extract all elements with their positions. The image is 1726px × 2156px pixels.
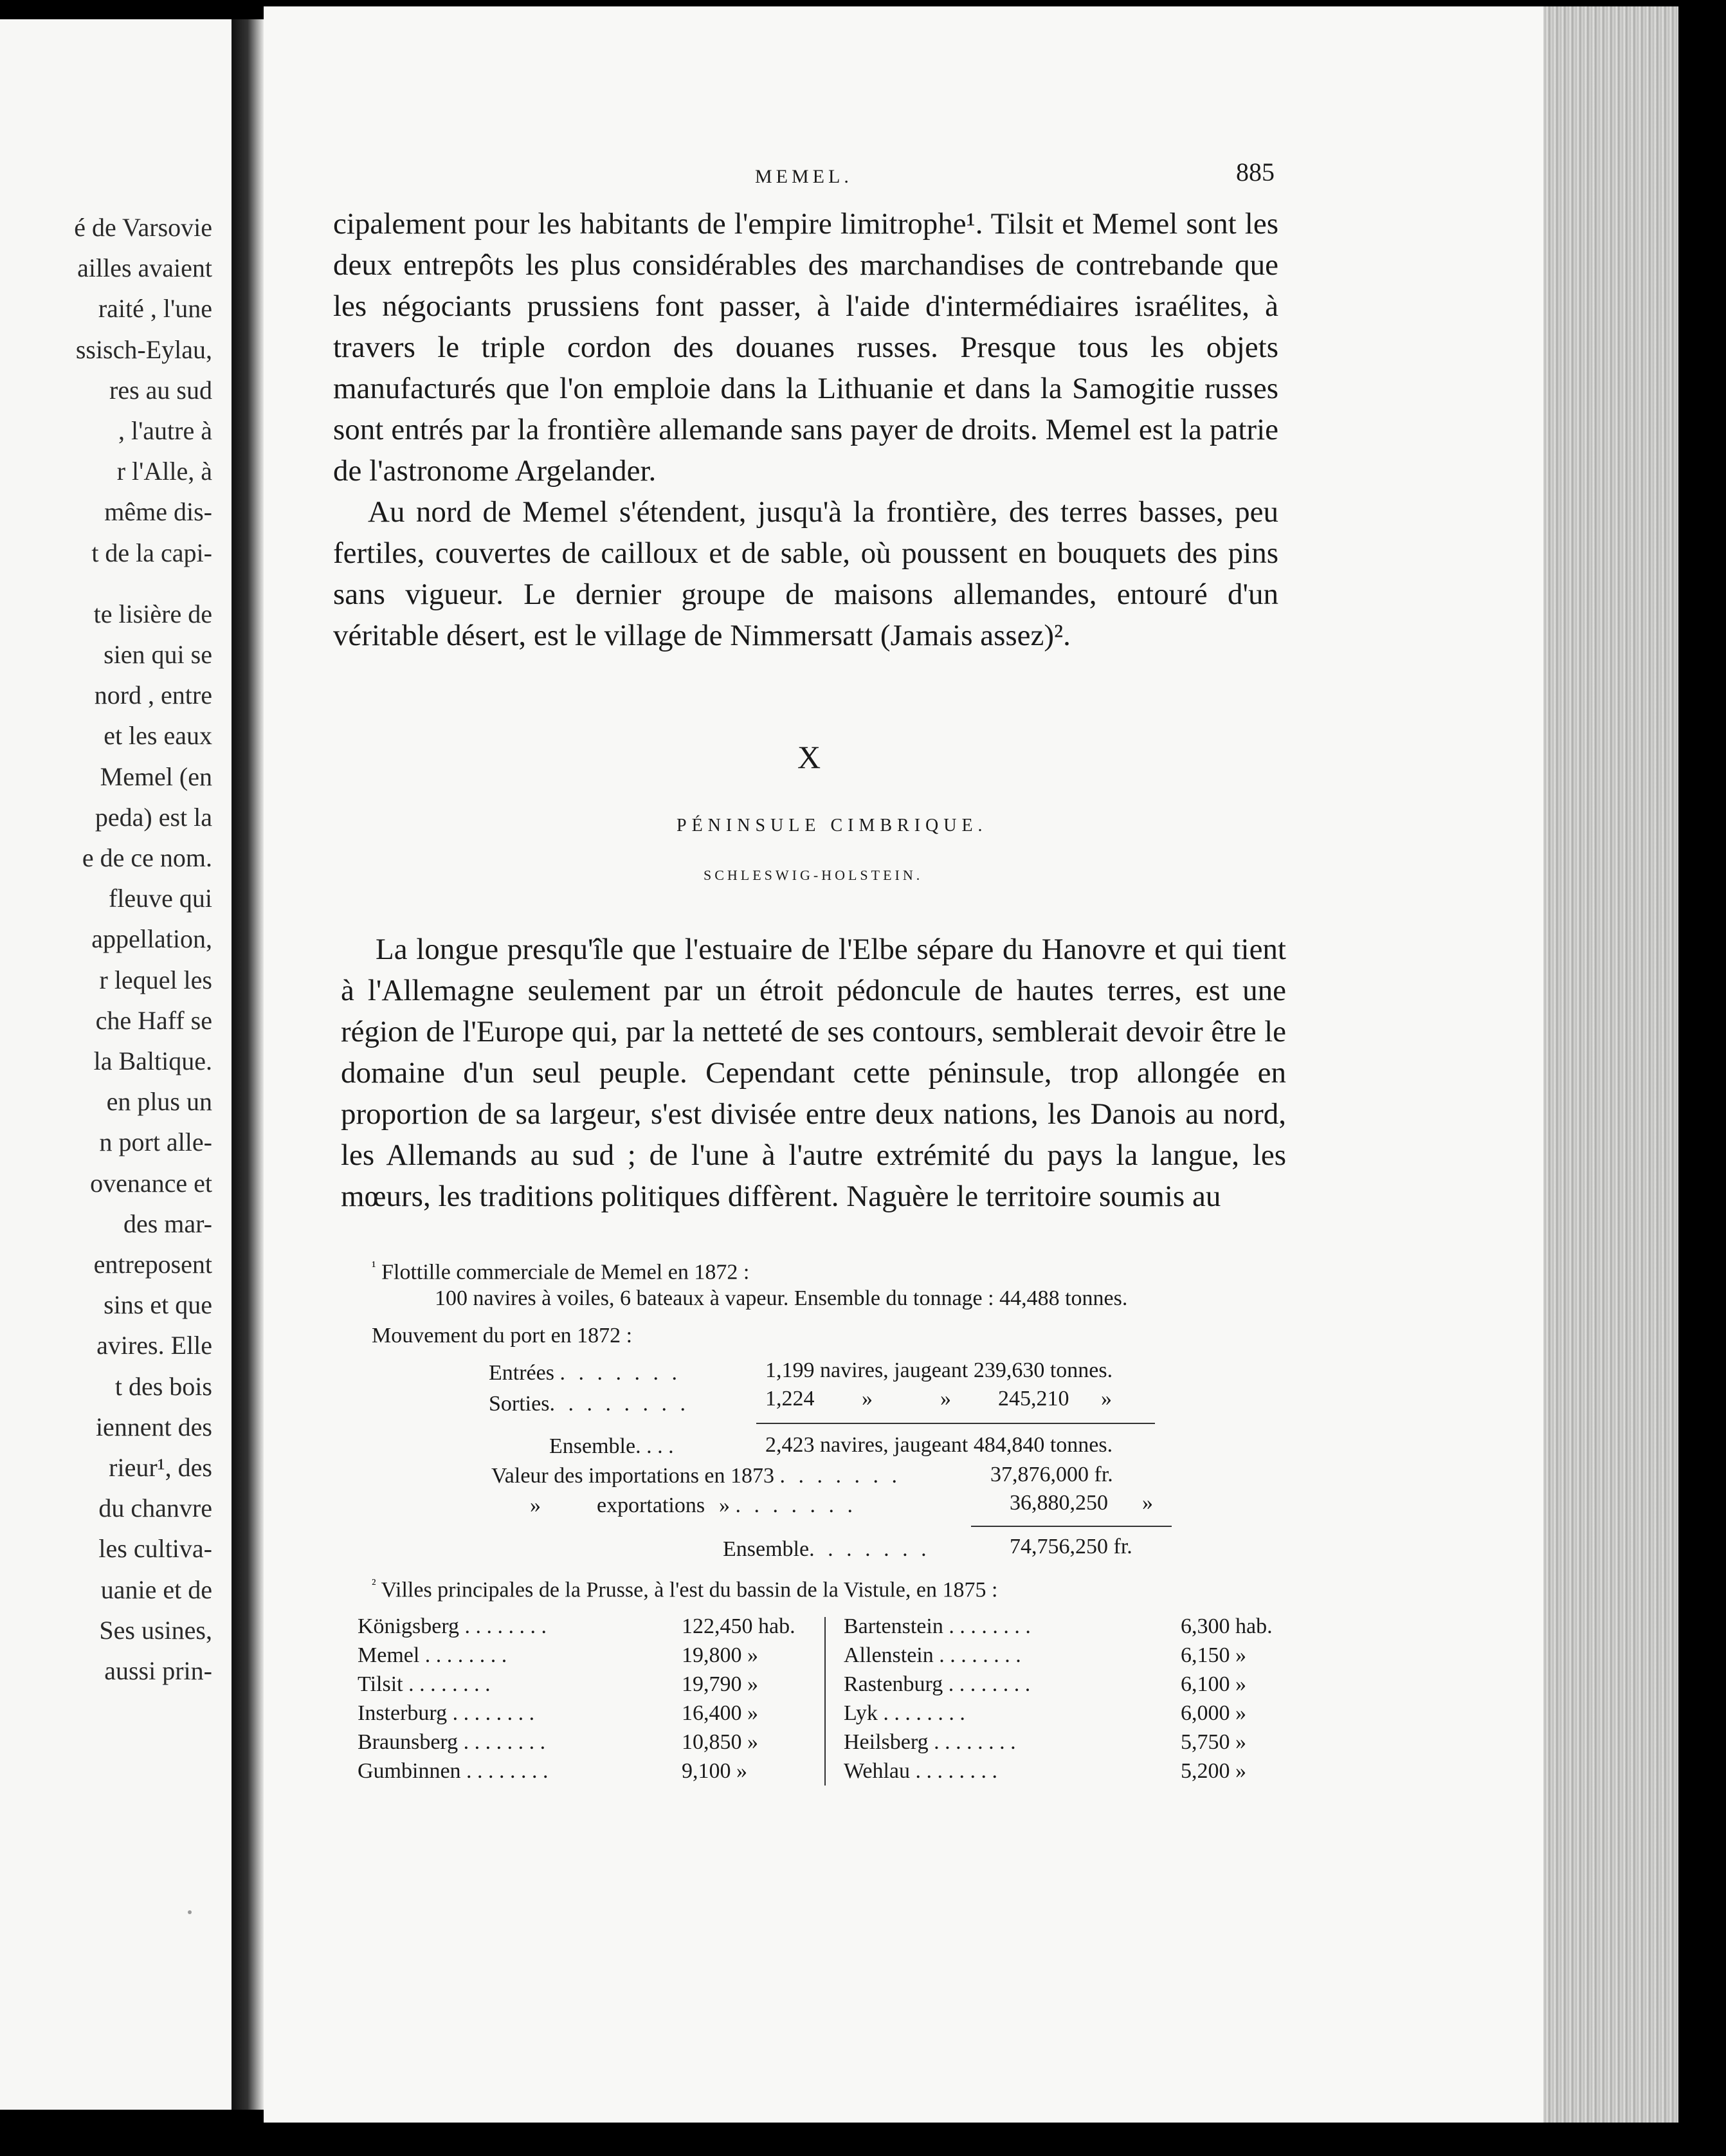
left-page-line: ssisch-Eylau, [75,334,212,364]
city-name-left: Braunsberg . . . . . . . . [358,1730,546,1754]
sorties-ditto-3: » [1101,1387,1112,1411]
city-population-right: 6,150 » [1181,1643,1246,1667]
left-page-line: res au sud [109,375,212,405]
left-page-line: du chanvre [98,1494,212,1523]
city-name-left: Königsberg . . . . . . . . [358,1614,547,1638]
left-page-line: uanie et de [100,1575,212,1604]
footnote-1-title [372,1258,749,1284]
city-name-left: Memel . . . . . . . . [358,1643,507,1667]
city-name-right: Bartenstein . . . . . . . . [844,1614,1031,1638]
left-page-line: t des bois [114,1371,212,1401]
left-page-fragment [0,19,232,2110]
city-name-right: Allenstein . . . . . . . . [844,1643,1021,1667]
city-name-left: Tilsit . . . . . . . . [358,1672,491,1696]
exports-ditto-3: » [1142,1491,1153,1515]
left-page-line: sien qui se [104,640,212,669]
section-number: X [797,739,821,775]
left-page-line: é de Varsovie [74,213,212,242]
city-population-right: 5,200 » [1181,1759,1246,1783]
city-name-right: Wehlau . . . . . . . . [844,1759,997,1783]
city-population-right: 6,000 » [1181,1701,1246,1725]
left-page-line: ovenance et [90,1168,212,1198]
left-page-line: Ses usines, [99,1615,212,1645]
entrees-value: 1,199 navires, jaugeant 239,630 tonnes. [765,1358,1113,1382]
body-text-bottom [341,929,1286,1217]
paragraph-1: cipalement pour les habitants de l'empire limitrophe¹. Tilsit et Memel sont les deux entrepôts les plus considérables des marchandises de contrebande que les négociants prussiens font passer, à l'aide d'intermédiaires israélites, à travers le triple cordon des douanes russes. Presque tous les objets manufacturés que l'on emploie dans la Lithuanie et dans la Samogitie russes sont entrés par la frontière allemande sans payer de droits. Memel est la patrie de l'astronome Argelander. [333,207,1278,488]
sorties-count: 1,224 [765,1387,815,1411]
total-value: 74,756,250 fr. [1010,1535,1132,1558]
left-page-line: t de la capi- [91,538,212,567]
column-divider [824,1617,826,1786]
city-name-right: Rastenburg . . . . . . . . [844,1672,1031,1696]
footnote-1-mark: ¹ [372,1258,376,1274]
city-population-left: 19,800 » [682,1643,758,1667]
city-name-right: Heilsberg . . . . . . . . [844,1730,1016,1754]
city-population-left: 9,100 » [682,1759,747,1783]
book-gutter [232,19,264,2110]
left-page-line: en plus un [106,1087,212,1117]
left-page-line: nord , entre [94,681,212,710]
left-page-line: n port alle- [99,1128,212,1157]
sorties-ditto-1: » [862,1387,873,1411]
left-page-line: avires. Elle [96,1331,212,1360]
left-page-line: iennent des [95,1412,212,1441]
city-population-right: 6,100 » [1181,1672,1246,1696]
left-page-line: sins et que [104,1290,212,1320]
left-page-line: rieur¹, des [109,1453,212,1482]
footnote-1-title-text: Flottille commerciale de Memel en 1872 : [381,1260,750,1284]
left-page-line: des mar- [123,1209,212,1238]
sum-rule-2 [971,1526,1172,1527]
city-name-left: Gumbinnen . . . . . . . . [358,1759,549,1783]
page-number: 885 [1236,158,1275,187]
ensemble-label: Ensemble. . . . [549,1434,674,1458]
imports-label: Valeur des importations en 1873 . . . . . . . [491,1464,902,1488]
city-population-left: 16,400 » [682,1701,758,1725]
ensemble-value: 2,423 navires, jaugeant 484,840 tonnes. [765,1433,1113,1457]
left-page-line: et les eaux [104,721,212,751]
body-text-top [333,203,1278,656]
footnote-2-mark: ² [372,1576,376,1592]
left-page-line: Memel (en [100,762,212,791]
imports-value: 37,876,000 fr. [990,1463,1113,1486]
exports-value: 36,880,250 [1010,1491,1108,1515]
exports-ditto-2: » . . . . . . . [719,1494,857,1517]
sorties-tonnage: 245,210 [998,1387,1069,1411]
footnote-1-movement-title: Mouvement du port en 1872 : [372,1324,633,1348]
left-page-line: les cultiva- [98,1534,212,1564]
left-page-line: même dis- [104,497,212,527]
left-page-line: la Baltique. [93,1046,212,1075]
left-page-line: te lisière de [93,599,212,628]
total-label: Ensemble. . . . . . . [723,1537,931,1561]
left-page-line: aussi prin- [104,1656,212,1685]
city-name-left: Insterburg . . . . . . . . [358,1701,535,1725]
footnote-2-title-text: Villes principales de la Prusse, à l'est du bassin de la Vistule, en 1875 : [381,1578,998,1602]
city-population-left: 10,850 » [682,1730,758,1754]
footnote-2-title [372,1576,997,1602]
city-population-right: 6,300 hab. [1181,1614,1273,1638]
city-population-right: 5,750 » [1181,1730,1246,1754]
city-population-left: 19,790 » [682,1672,758,1696]
city-population-left: 122,450 hab. [682,1614,795,1638]
left-page-line: raité , l'une [98,294,212,324]
left-page-line: ailles avaient [77,253,212,283]
paragraph-3: La longue presqu'île que l'estuaire de l'Elbe sépare du Hanovre et qui tient à l'Allemagne seulement par un étroit pédoncule de hautes terres, est une région de l'Europe qui, par la netteté de ses contours, semblerait devoir être le domaine d'un seul peuple. Cependant cette péninsule, trop allongée en proportion de sa largeur, s'est divisée entre deux nations, les Danois au nord, les Allemands au sud ; de l'une à l'autre extrémité du pays la langue, les mœurs, les traditions politiques diffèrent. Naguère le territoire soumis au [341,933,1286,1213]
sorties-label: Sorties. . . . . . . . [489,1392,689,1416]
left-page-line: r lequel les [99,965,212,994]
entrees-label: Entrées . . . . . . . [489,1361,681,1385]
paper-speck [188,1910,192,1914]
left-page-line: che Haff se [95,1005,212,1035]
footnote-1-fleet: 100 navires à voiles, 6 bateaux à vapeur. Ensemble du tonnage : 44,488 tonnes. [435,1286,1128,1310]
section-title: PÉNINSULE CIMBRIQUE. [677,816,988,836]
exports-label: exportations [597,1494,705,1517]
left-page-line: fleuve qui [108,884,212,913]
left-page-line: , l'autre à [118,416,212,445]
running-head: MEMEL. [755,166,853,187]
page-edge-stack [1543,6,1678,2123]
exports-ditto-1: » [530,1494,541,1517]
section-subtitle: SCHLESWIG-HOLSTEIN. [704,867,923,883]
sorties-ditto-2: » [940,1387,951,1411]
paragraph-2: Au nord de Memel s'étendent, jusqu'à la frontière, des terres basses, peu fertiles, couvertes de cailloux et de sable, où poussent en bouquets des pins sans vigueur. Le dernier groupe de maisons allemandes, entouré d'un véritable désert, est le village de Nimmersatt (Jamais assez)². [333,495,1278,652]
left-page-line: entreposent [93,1250,212,1279]
sum-rule-1 [756,1423,1155,1424]
left-page-line: r l'Alle, à [116,457,212,486]
city-name-right: Lyk . . . . . . . . [844,1701,965,1725]
left-page-line: peda) est la [95,802,212,832]
left-page-line: e de ce nom. [82,843,212,872]
left-page-line: appellation, [91,924,212,954]
